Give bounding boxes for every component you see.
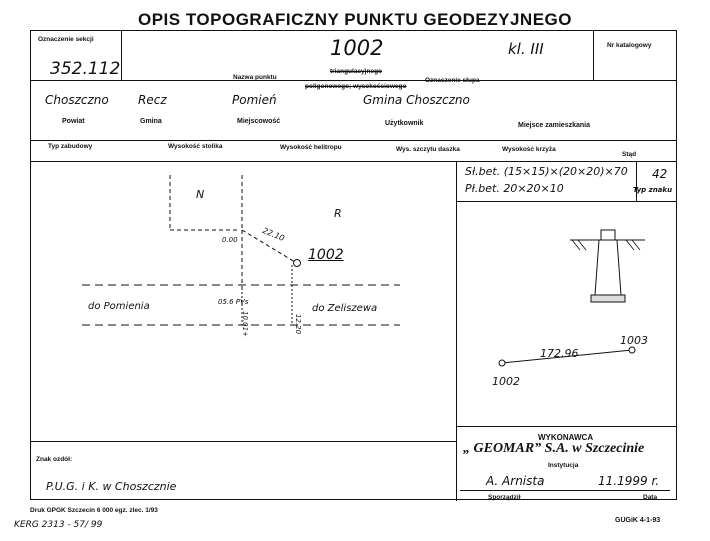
rule: [636, 161, 637, 201]
point-name-label: Nazwa punktu: [233, 74, 277, 81]
situation-to: 1003: [620, 334, 648, 347]
label-r: R: [334, 207, 342, 220]
label-n: N: [196, 188, 205, 201]
point-number: 1002: [330, 36, 384, 60]
author-date: 11.1999 r.: [598, 474, 660, 488]
catalog-label: Nr katalogowy: [607, 42, 652, 49]
form-code: GUGiK 4-1-93: [615, 517, 661, 524]
sheet-value: 352.112: [50, 59, 121, 79]
sketch-dist-corner: 0.00: [222, 236, 238, 244]
marker-type-label: Typ znaku: [633, 186, 673, 194]
marker-cross-section: [560, 225, 655, 310]
rule: [121, 31, 122, 81]
address-label: Miejsce zamieszkania: [518, 122, 590, 129]
sheet-label: Oznaczenie sekcji: [38, 36, 94, 43]
rule: [31, 161, 676, 162]
contractor-label: WYKONAWCA: [538, 433, 594, 442]
rule: [31, 441, 456, 442]
locality-label: Miejscowość: [237, 118, 281, 125]
rule: [31, 140, 676, 141]
sketch-dim-b: 10.01+: [240, 311, 249, 337]
rule: [456, 426, 676, 427]
pillar-label: Oznaczenie słupa: [425, 77, 480, 84]
county-label: Powiat: [62, 118, 85, 125]
county-value: Choszczno: [45, 93, 109, 107]
page-title: OPIS TOPOGRAFICZNY PUNKTU GEODEZYJNEGO: [138, 10, 572, 29]
network-options: triangulacyjnego: [330, 68, 383, 75]
rule: [460, 490, 670, 491]
tip-height-label: Wys. szczytu daszka: [396, 146, 460, 153]
rule: [31, 80, 676, 81]
print-note: Druk GPGK Szczecin 6 000 egz. zlec. 1/93: [30, 507, 158, 514]
type-label: Typ zabudowy: [48, 143, 93, 150]
commune-value: Recz: [138, 93, 167, 107]
storage-label: Znak ozdół:: [36, 456, 73, 463]
marker-line-1: Sł.bet. (15×15)×(20×20)×70: [465, 165, 628, 178]
contractor-name: „ GEOMAR” S.A. w Szczecinie: [463, 441, 645, 456]
stage-label: Stąd: [622, 151, 637, 158]
point-1003-circle: [629, 347, 635, 353]
author-label: Sporządził: [488, 494, 521, 501]
rule: [456, 161, 457, 501]
road-left-label: do Pomienia: [88, 301, 150, 312]
road-right-label: do Zeliszewa: [312, 303, 378, 314]
beacon-height-label: Wysokość helitropu: [280, 144, 342, 151]
date-label: Data: [643, 494, 658, 501]
author-name: A. Arnista: [486, 474, 545, 488]
registry-number: KERG 2313 - 57/ 99: [14, 520, 103, 530]
sketch-dim-c: 12.20: [294, 313, 303, 335]
institution-label: Instytucja: [548, 462, 579, 469]
network-options-2: poligonowego; wysokościowego: [305, 83, 407, 90]
locality-value: Pomień: [232, 93, 277, 107]
sketch-dist-diag: 22.10: [261, 226, 286, 243]
rule: [456, 201, 676, 202]
point-class: kl. III: [508, 40, 544, 58]
sketch-dim-a: 05.6 PVs: [218, 298, 249, 306]
storage-value: P.U.G. i K. w Choszcznie: [46, 480, 177, 493]
rule: [593, 31, 594, 81]
situation-from: 1002: [492, 375, 520, 388]
commune-label: Gmina: [140, 118, 162, 125]
marker-type-number: 42: [652, 167, 668, 181]
table-height-label: Wysokość stolika: [168, 143, 223, 150]
marker-line-2: Pł.bet. 20×20×10: [465, 182, 564, 195]
situation-distance: 172.96: [540, 347, 579, 360]
sketch-point-number: 1002: [308, 247, 344, 263]
user-value: Gmina Choszczno: [363, 93, 470, 107]
point-1002-circle: [499, 360, 505, 366]
cross-height-label: Wysokość krzyża: [502, 146, 556, 153]
point-1002-marker: [294, 260, 301, 267]
user-label: Użytkownik: [385, 120, 424, 127]
